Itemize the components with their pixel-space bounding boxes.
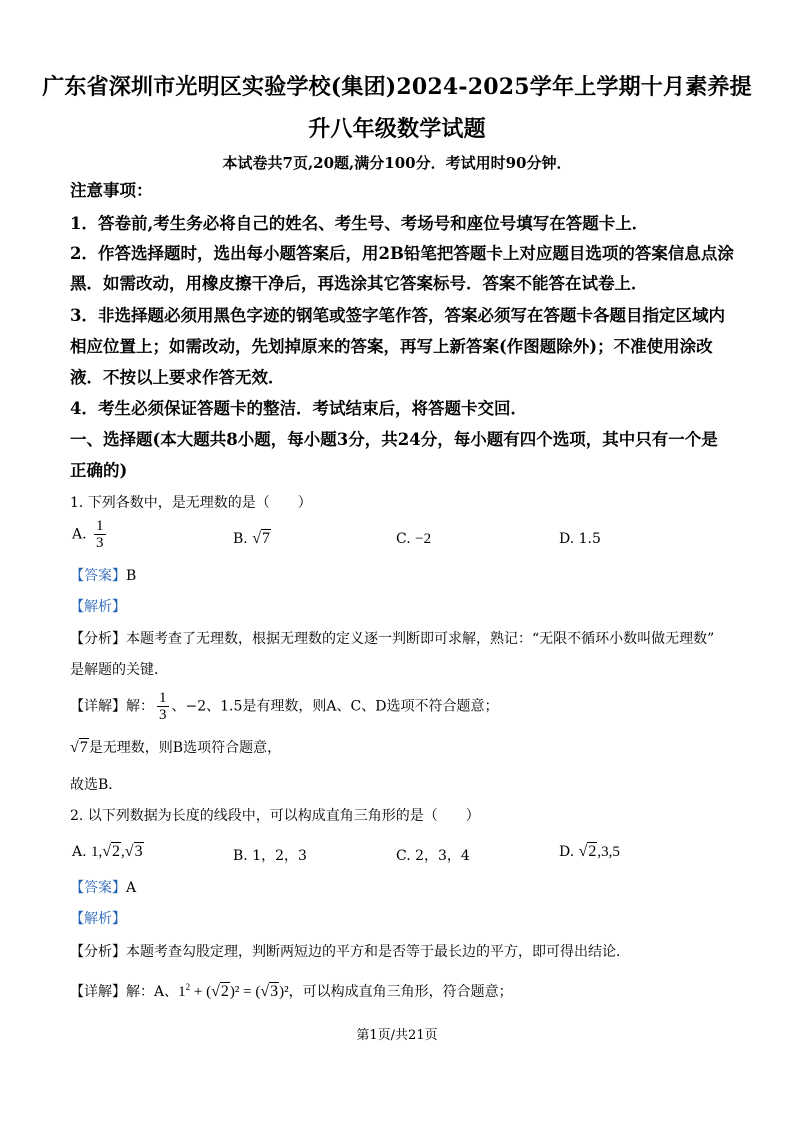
notice-line-6: 液．不按以上要求作答无效．	[70, 368, 285, 387]
q1-detail-numerator: 1	[159, 690, 167, 706]
q1-option-c	[396, 531, 431, 548]
q1-fenxi-text-1: 本题考查了无理数，根据无理数的定义逐一判断即可求解，熟记：“无限不循环小数叫做无理数”	[126, 631, 715, 647]
q2-option-d	[559, 843, 620, 861]
exam-info: 本试卷共7页,20题,满分100分．考试用时90分钟．	[222, 154, 572, 172]
page-footer: 第1页/共21页	[356, 1028, 438, 1043]
q2-fenxi-tag: 【分析】	[70, 944, 126, 960]
q1-detail-line-1	[70, 690, 730, 723]
q1-answer-value: B	[126, 568, 137, 584]
q2-analysis-tag-text: 【解析】	[70, 911, 126, 927]
notice-line-7: 4．考生必须保证答题卡的整洁．考试结束后，将答题卡交回．	[70, 399, 527, 418]
q2-detail-term-1	[178, 984, 211, 1000]
q2-option-a-separator: ,	[121, 844, 125, 860]
q2-detail-exponent: 2	[185, 982, 191, 992]
q2-answer	[70, 879, 730, 897]
q1-option-d	[559, 531, 601, 547]
q2-detail-tag: 【详解】	[70, 984, 126, 1000]
q2-option-a-label: A.	[72, 844, 87, 860]
q2-detail-sqrt-1: √2	[211, 983, 229, 1000]
q2-fenxi-line-1	[70, 943, 730, 961]
q1-option-b	[233, 530, 271, 548]
q1-detail-fraction	[157, 690, 169, 723]
q2-option-a-sqrt-1: √2	[102, 843, 121, 860]
q1-detail-sqrt: √7	[70, 739, 88, 756]
q1-detail-prefix: 解：	[126, 698, 154, 715]
q1-fenxi-tag: 【分析】	[70, 631, 126, 647]
q2-detail-radicand-1: 2	[220, 983, 229, 1000]
notice-line-1: 1．答卷前,考生务必将自己的姓名、考生号、考场号和座位号填写在答题卡上．	[70, 214, 649, 233]
q2-detail-one: 1	[178, 984, 186, 1000]
q1-stem: 1. 下列各数中，是无理数的是（ ）	[70, 495, 312, 511]
q1-answer-tag: 【答案】	[70, 568, 126, 584]
notice-line-2: 2．作答选择题时，选出每小题答案后，用2B铅笔把答题卡上对应题目选项的答案信息点涂	[70, 244, 734, 263]
q2-option-d-sqrt: √2	[578, 843, 597, 860]
q2-option-d-label: D.	[559, 844, 575, 860]
q2-fenxi-text-1: 本题考查勾股定理，判断两短边的平方和是否等于最长边的平方，即可得出结论．	[126, 944, 630, 960]
q1-detail-denominator: 3	[159, 707, 167, 723]
q2-detail-radicand-2: 3	[270, 983, 279, 1000]
q2-option-d-radicand: 2	[588, 843, 597, 860]
q1-option-b-radicand: 7	[261, 530, 270, 547]
q1-fenxi-line-2: 是解题的关键．	[70, 662, 168, 678]
q2-answer-tag: 【答案】	[70, 880, 126, 896]
q2-detail-rest: ，可以构成直角三角形，符合题意；	[288, 984, 513, 1000]
q2-answer-value: A	[126, 880, 137, 896]
q2-detail-equals: )² = (	[229, 984, 261, 1000]
notice-line-4: 3．非选择题必须用黑色字迹的钢笔或签字笔作答，答案必须写在答题卡各题目指定区域内	[70, 306, 725, 325]
q1-detail-rest: 、−2、1.5是有理数，则A、C、D选项不符合题意；	[171, 698, 499, 715]
q1-detail-line-2-rest: 是无理数，则B选项符合题意，	[88, 740, 282, 756]
q2-option-a-radicand-2: 3	[134, 843, 143, 860]
q1-detail-tag: 【详解】	[70, 698, 126, 715]
q1-option-a-label: A.	[72, 526, 87, 543]
q2-option-b: B. 1，2，3	[233, 848, 307, 864]
q1-analysis-tag-text: 【解析】	[70, 599, 126, 615]
notice-line-5: 相应位置上；如需改动，先划掉原来的答案，再写上新答案(作图题除外)；不准使用涂改	[70, 337, 713, 356]
q1-option-a	[72, 518, 109, 551]
q2-detail-close: )²	[279, 984, 289, 1000]
q1-analysis-tag	[70, 598, 730, 616]
q1-answer	[70, 567, 730, 585]
q1-option-a-fraction	[94, 518, 106, 551]
q1-option-a-numerator: 1	[96, 518, 104, 534]
section-heading-line-2: 正确的)	[70, 461, 128, 480]
q1-option-c-value: −2	[415, 531, 432, 547]
q1-detail-radicand: 7	[79, 739, 88, 756]
q2-analysis-tag	[70, 910, 730, 928]
section-heading-line-1: 一、选择题(本大题共8小题，每小题3分，共24分，每小题有四个选项，其中只有一个是	[70, 430, 718, 449]
q1-fenxi-line-1	[70, 630, 730, 648]
notice-line-3: 黑．如需改动，用橡皮擦干净后，再选涂其它答案标号．答案不能答在试卷上．	[70, 274, 648, 293]
q1-detail-line-2	[70, 739, 730, 757]
q1-option-a-denominator: 3	[96, 535, 104, 551]
q1-option-b-sqrt: √7	[252, 530, 270, 547]
q2-option-a-one: 1,	[91, 844, 103, 860]
q2-option-a-sqrt-2: √3	[124, 843, 143, 860]
q2-stem: 2. 以下列数据为长度的线段中，可以构成直角三角形的是（ ）	[70, 808, 480, 824]
q1-option-d-value: 1.5	[578, 531, 601, 547]
q1-option-d-label: D.	[559, 531, 575, 547]
q1-option-c-label: C.	[396, 531, 411, 547]
q2-detail-line-1	[70, 978, 730, 1001]
title-line-1: 广东省深圳市光明区实验学校(集团)2024-2025学年上学期十月素养提	[42, 74, 752, 100]
title-line-2: 升八年级数学试题	[308, 116, 486, 142]
q2-option-a	[72, 843, 144, 861]
q1-option-b-label: B.	[233, 531, 248, 547]
q1-conclusion: 故选B．	[70, 777, 123, 793]
q2-option-d-rest: ,3,5	[597, 844, 620, 860]
q2-detail-prefix: 解：A、	[126, 984, 179, 1000]
q2-detail-plus: + (	[190, 984, 212, 1000]
q2-detail-sqrt-2: √3	[260, 983, 279, 1000]
q2-option-a-radicand-1: 2	[112, 843, 121, 860]
q2-option-c: C. 2，3，4	[396, 848, 470, 864]
notice-heading: 注意事项：	[70, 181, 153, 200]
